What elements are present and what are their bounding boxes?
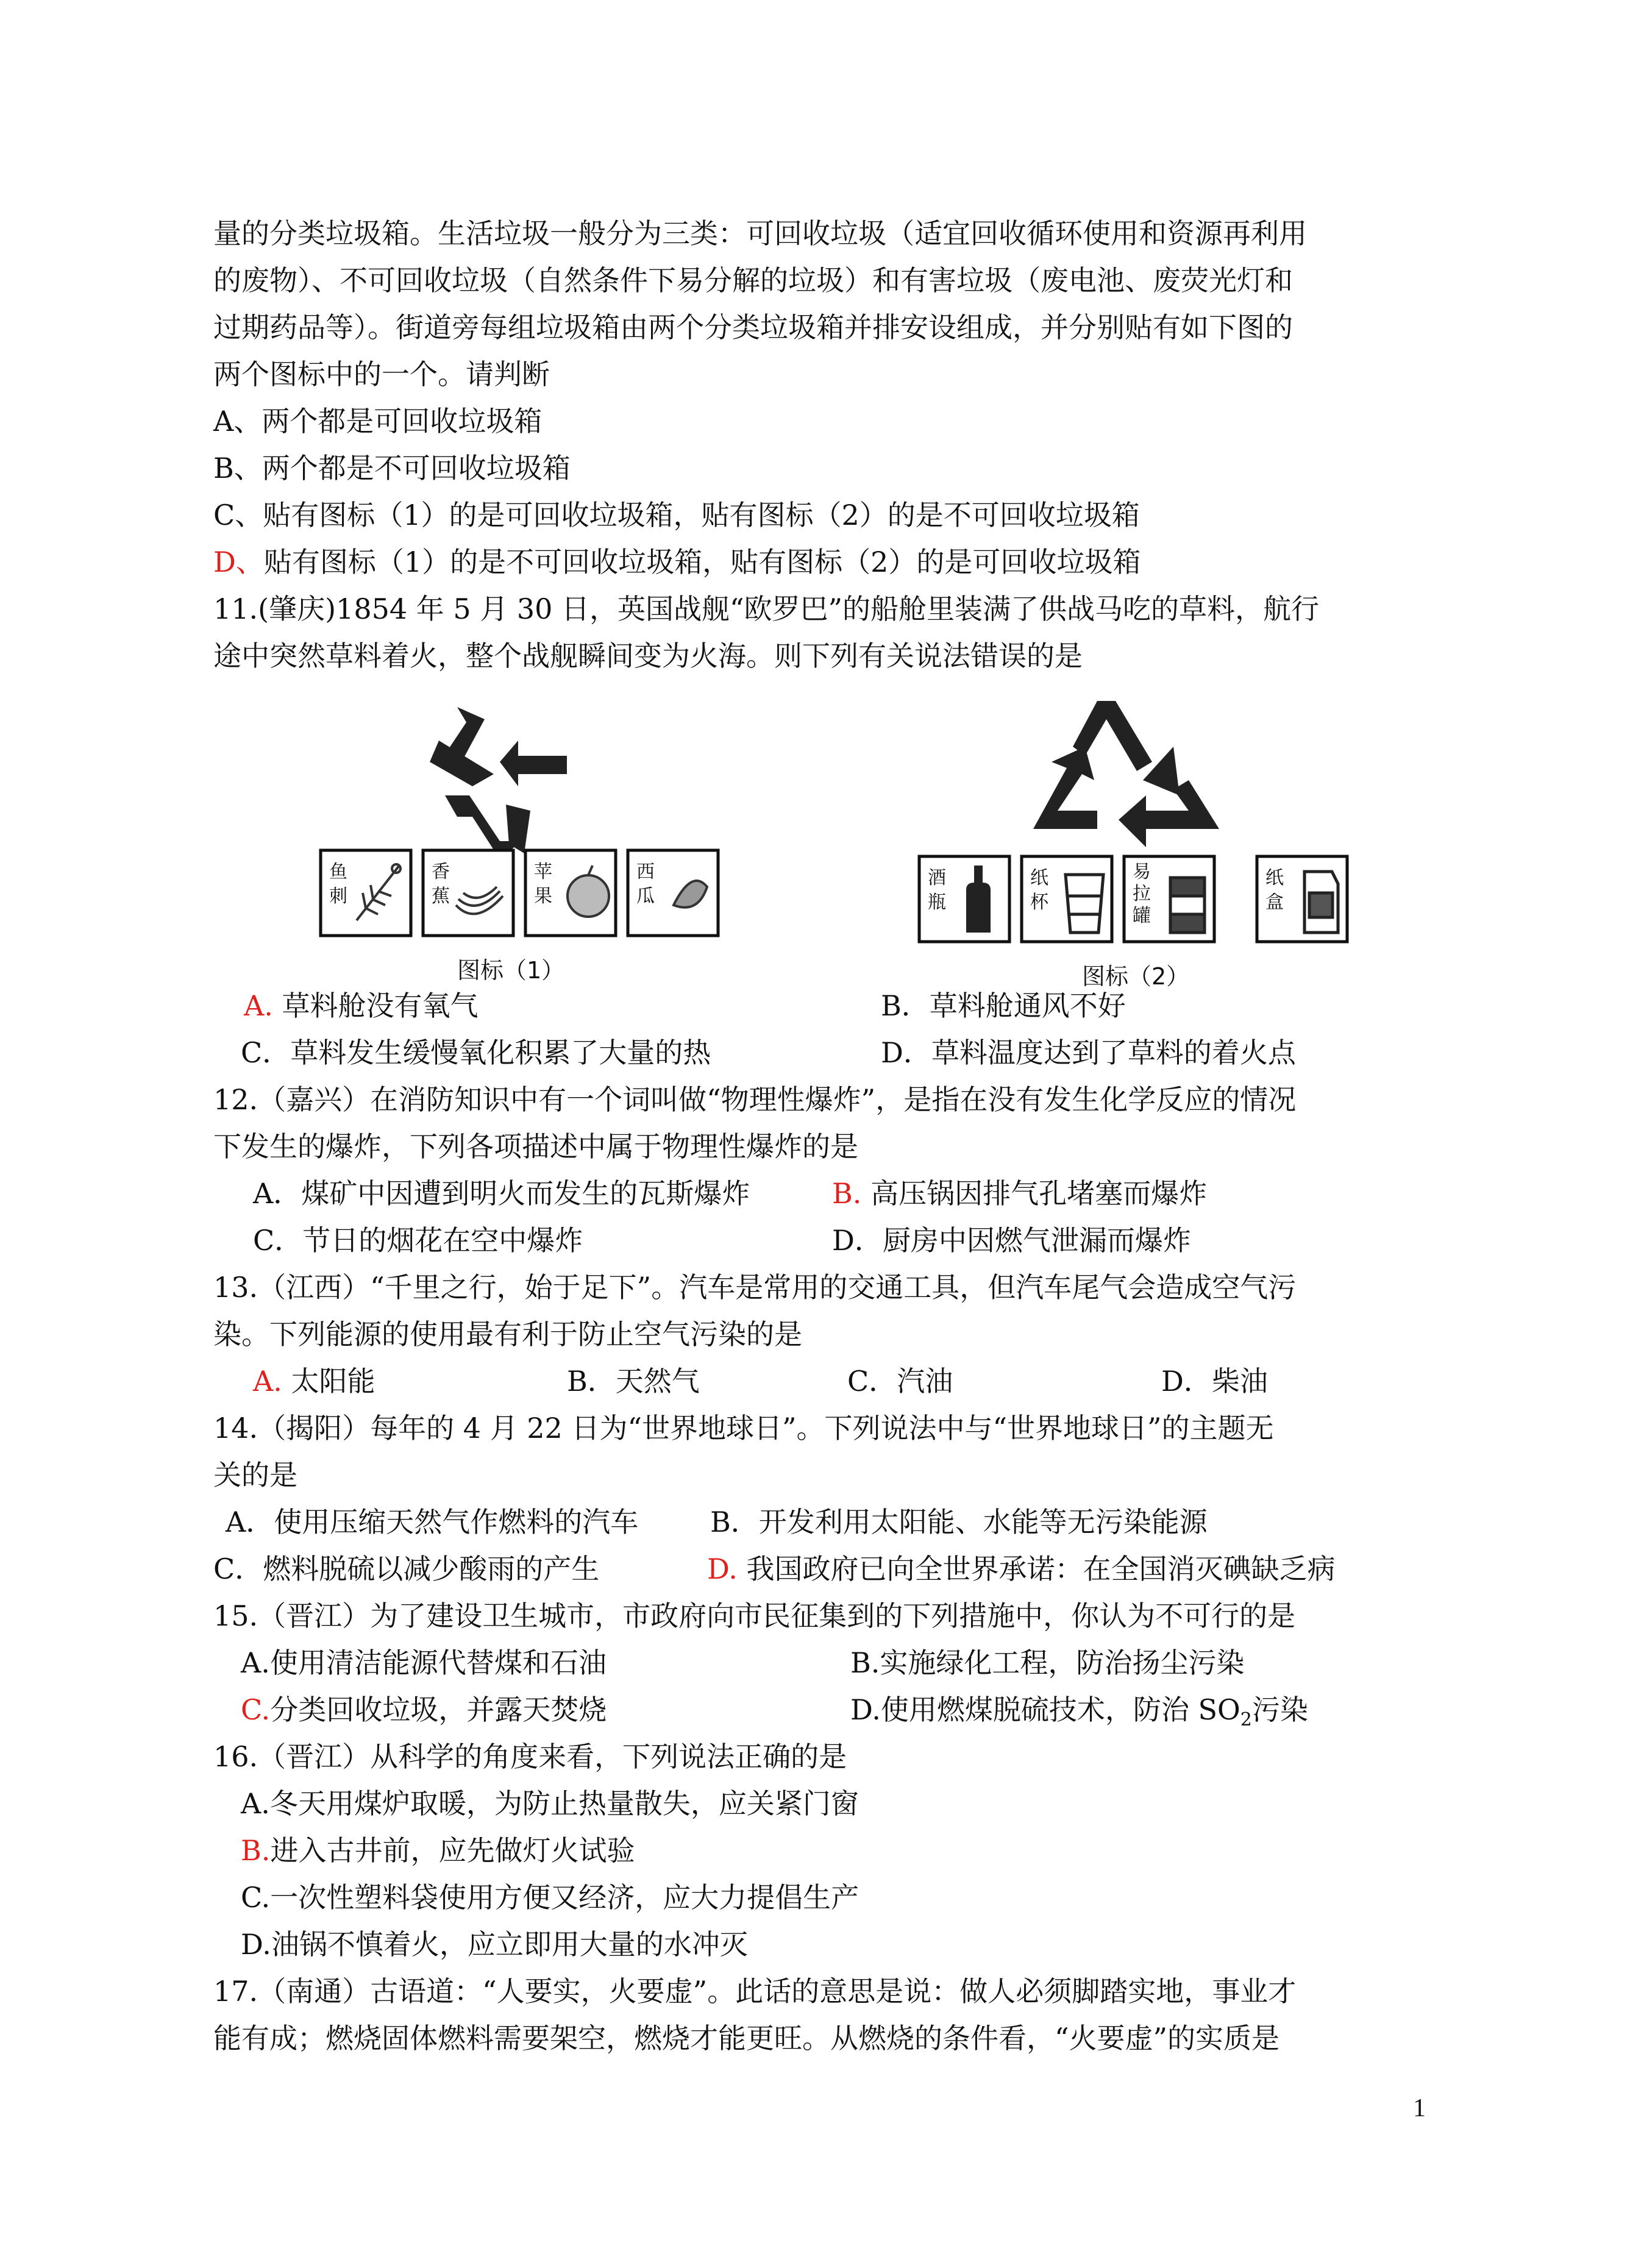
figure-caption: 图标（2） — [1082, 963, 1190, 990]
q12-stem-line: 12.（嘉兴）在消防知识中有一个词叫做“物理性爆炸”，是指在没有发生化学反应的情况 — [213, 1083, 1297, 1116]
box-label: 蕉 — [432, 886, 450, 907]
box-label: 盒 — [1265, 892, 1284, 913]
q13-option-a: A. 太阳能 — [253, 1365, 375, 1398]
q16-option-a: A.冬天用煤炉取暖，为防止热量散失，应关紧门窗 — [241, 1787, 859, 1820]
can-icon — [1170, 878, 1205, 933]
q12-option-b: B. 高压锅因排气孔堵塞而爆炸 — [832, 1177, 1208, 1210]
page-number: 1 — [1413, 2094, 1426, 2122]
q15-option-a: A.使用清洁能源代替煤和石油 — [241, 1646, 607, 1679]
q15-option-d: D.使用燃煤脱硫技术，防治 $SO_2$污染 — [850, 1693, 1308, 1731]
box-label: 刺 — [329, 886, 347, 907]
q13-stem-line: 13.（江西）“千里之行，始于足下”。汽车是常用的交通工具，但汽车尾气会造成空气污 — [213, 1271, 1297, 1304]
q10-option-d: D、贴有图标（1）的是不可回收垃圾箱，贴有图标（2）的是可回收垃圾箱 — [213, 546, 1141, 578]
q15-option-c: C.分类回收垃圾，并露天焚烧 — [241, 1693, 607, 1726]
q14-option-c: C．燃料脱硫以减少酸雨的产生 — [213, 1552, 600, 1585]
q14-option-d: D. 我国政府已向全世界承诺：在全国消灭碘缺乏病 — [707, 1552, 1336, 1585]
box-label: 杯 — [1030, 892, 1048, 913]
answer-marker: C. — [241, 1693, 271, 1726]
q15-stem-line: 15.（晋江）为了建设卫生城市，市政府向市民征集到的下列措施中，你认为不可行的是 — [213, 1599, 1296, 1632]
paragraph-line: 过期药品等）。街道旁每组垃圾箱由两个分类垃圾箱并排安设组成，并分别贴有如下图的 — [213, 311, 1293, 344]
q14-option-a: A．使用压缩天然气作燃料的汽车 — [226, 1505, 639, 1538]
carton-icon — [1304, 872, 1338, 933]
box-label: 果 — [534, 886, 552, 907]
q13-option-c: C．汽油 — [847, 1365, 953, 1398]
answer-marker: D. — [707, 1552, 738, 1585]
q12-option-a: A．煤矿中因遭到明火而发生的瓦斯爆炸 — [253, 1177, 750, 1210]
box-label: 西 — [636, 861, 655, 883]
box-label: 鱼 — [329, 861, 347, 883]
q17-stem-line: 17.（南通）古语道：“人要实，火要虚”。此话的意思是说：做人必须脚踏实地，事业才 — [213, 1975, 1297, 2008]
answer-marker: A. — [244, 989, 273, 1022]
q14-option-b: B．开发利用太阳能、水能等无污染能源 — [710, 1505, 1208, 1538]
paragraph-line: 的废物）、不可回收垃圾（自然条件下易分解的垃圾）和有害垃圾（废电池、废荧光灯和 — [213, 264, 1293, 297]
q10-option-a: A、两个都是可回收垃圾箱 — [213, 405, 543, 438]
q16-option-b: B.进入古井前，应先做灯火试验 — [241, 1834, 635, 1867]
q13-option-d: D．柴油 — [1161, 1365, 1268, 1398]
q14-stem-line: 14.（揭阳）每年的 4 月 22 日为“世界地球日”。下列说法中与“世界地球日”的主题无 — [213, 1412, 1274, 1445]
box-label: 苹 — [534, 861, 552, 883]
q10-option-b: B、两个都是不可回收垃圾箱 — [213, 452, 571, 485]
paper-cup-icon — [1066, 875, 1103, 933]
q14-stem-line: 关的是 — [213, 1459, 297, 1491]
q10-option-c: C、贴有图标（1）的是可回收垃圾箱，贴有图标（2）的是不可回收垃圾箱 — [213, 499, 1140, 531]
q11-option-c: C．草料发生缓慢氧化积累了大量的热 — [241, 1036, 711, 1069]
figure-icon-2 — [902, 689, 1365, 994]
box-label: 易 — [1133, 861, 1151, 883]
q17-stem-line: 能有成；燃烧固体燃料需要架空，燃烧才能更旺。从燃烧的条件看，“火要虚”的实质是 — [213, 2022, 1280, 2055]
q12-option-d: D．厨房中因燃气泄漏而爆炸 — [832, 1224, 1191, 1257]
answer-marker: B. — [832, 1177, 862, 1210]
paragraph-line: 量的分类垃圾箱。生活垃圾一般分为三类：可回收垃圾（适宜回收循环使用和资源再利用 — [213, 217, 1307, 250]
paragraph-line: 两个图标中的一个。请判断 — [213, 358, 550, 391]
figure-icon-1 — [317, 695, 756, 987]
answer-marker: D、 — [213, 546, 264, 578]
q16-option-c: C.一次性塑料袋使用方便又经济，应大力提倡生产 — [241, 1881, 859, 1914]
recycle-symbol-icon — [1033, 701, 1219, 847]
box-label: 拉 — [1133, 883, 1151, 905]
box-label: 酒 — [928, 867, 946, 889]
q13-stem-line: 染。下列能源的使用最有利于防止空气污染的是 — [213, 1318, 802, 1351]
q13-option-b: B．天然气 — [567, 1365, 700, 1398]
q11-option-d: D．草料温度达到了草料的着火点 — [881, 1036, 1296, 1069]
box-label: 罐 — [1133, 905, 1151, 926]
q15-option-b: B.实施绿化工程，防治扬尘污染 — [850, 1646, 1245, 1679]
box-label: 瓶 — [928, 892, 946, 913]
q11-option-b: B．草料舱通风不好 — [881, 989, 1126, 1022]
q11-stem-line: 途中突然草料着火，整个战舰瞬间变为火海。则下列有关说法错误的是 — [213, 639, 1083, 672]
box-label: 纸 — [1030, 867, 1048, 889]
answer-marker: A. — [253, 1365, 282, 1398]
box-label: 纸 — [1265, 867, 1284, 889]
q12-stem-line: 下发生的爆炸，下列各项描述中属于物理性爆炸的是 — [213, 1130, 858, 1163]
answer-marker: B. — [241, 1834, 271, 1867]
box-label: 香 — [432, 861, 450, 883]
q16-option-d: D.油锅不慎着火，应立即用大量的水冲灭 — [241, 1928, 748, 1961]
q11-stem-line: 11.(肇庆)1854 年 5 月 30 日，英国战舰“欧罗巴”的船舱里装满了供战马吃的草料，航行 — [213, 592, 1320, 625]
figure-caption: 图标（1） — [457, 957, 565, 984]
q11-option-a: A. 草料舱没有氧气 — [244, 989, 479, 1022]
box-label: 瓜 — [636, 886, 655, 907]
non-recyclable-symbol-icon — [430, 707, 567, 859]
q16-stem-line: 16.（晋江）从科学的角度来看，下列说法正确的是 — [213, 1740, 847, 1773]
q12-option-c: C．节日的烟花在空中爆炸 — [253, 1224, 583, 1257]
